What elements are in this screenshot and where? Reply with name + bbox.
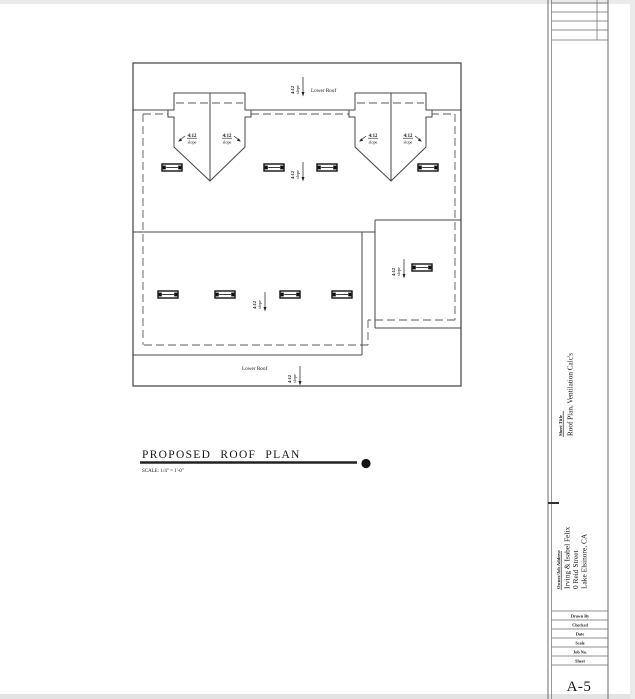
drawing-title: PROPOSED ROOF PLAN bbox=[142, 449, 301, 461]
info-row-label-drawn-by: Drawn By bbox=[570, 613, 590, 619]
roof-vent bbox=[412, 264, 432, 271]
slope-arrow bbox=[264, 307, 267, 312]
slope-ratio: 4:12 bbox=[222, 134, 232, 139]
owner-address-line-1: Irving & Isabel Felix bbox=[562, 526, 572, 589]
revision-grid bbox=[552, 0, 609, 40]
owner-address-line-2: 0 Reid Street bbox=[571, 550, 580, 589]
info-row-label-date: Date bbox=[575, 631, 585, 637]
slope-ratio: 4:12 bbox=[187, 134, 197, 139]
slope-arrow bbox=[302, 177, 305, 182]
lower-roof-label-bottom: Lower Roof bbox=[242, 366, 268, 372]
scale-note: SCALE: 1/4" = 1'-0" bbox=[142, 469, 184, 474]
info-row-label-job-no: Job No. bbox=[573, 649, 587, 655]
slope-ratio: 4:12 bbox=[290, 170, 295, 179]
sheet-title-label: Sheet Title bbox=[558, 415, 563, 436]
title-block-strip bbox=[548, 0, 608, 699]
slope-ratio: 4:12 bbox=[403, 134, 413, 139]
slope-word: slope bbox=[187, 139, 197, 145]
slope-arrow bbox=[302, 92, 305, 97]
sheet-number: A-5 bbox=[566, 679, 592, 695]
slope-ratio: 4:12 bbox=[391, 267, 396, 276]
roof-vent bbox=[215, 291, 235, 298]
slope-word: slope bbox=[368, 139, 378, 145]
slope-ratio: 4:12 bbox=[368, 134, 378, 139]
slope-arrow bbox=[403, 274, 406, 279]
info-row-label-sheet: Sheet bbox=[575, 658, 585, 664]
slope-word: slope bbox=[403, 139, 413, 145]
slope-annotation bbox=[290, 162, 305, 182]
roof-vent bbox=[264, 164, 284, 171]
slope-annotation bbox=[287, 366, 302, 386]
roof-vent bbox=[332, 291, 352, 298]
slope-word: slope bbox=[292, 374, 297, 383]
slope-ratio: 4:12 bbox=[252, 300, 257, 309]
slope-ratio: 4:12 bbox=[290, 85, 295, 94]
roof-vent bbox=[158, 291, 178, 298]
slope-word: slope bbox=[295, 85, 300, 94]
slope-arrow bbox=[299, 381, 302, 386]
slope-word: slope bbox=[396, 267, 401, 276]
info-row-label-scale: Scale bbox=[575, 640, 585, 646]
roof-vent bbox=[418, 164, 438, 171]
title-end-dot bbox=[361, 459, 370, 468]
sheet-title-value: Roof Plan, Ventilation Calc's bbox=[566, 352, 575, 436]
slope-annotation bbox=[391, 259, 406, 279]
roof-vent bbox=[162, 164, 182, 171]
info-row-label-checked: Checked bbox=[572, 622, 588, 628]
owner-address-line-3: Lake Elsinore, CA bbox=[579, 533, 589, 589]
info-rows-grid bbox=[552, 611, 609, 665]
roof-vent bbox=[317, 164, 337, 171]
slope-word: slope bbox=[222, 139, 232, 145]
lower-roof-label-top: Lower Roof bbox=[311, 88, 337, 94]
slope-annotation bbox=[252, 292, 267, 312]
slope-ratio: 4:12 bbox=[287, 374, 292, 383]
right-roof-section bbox=[375, 220, 461, 328]
owner-label: Owner/Job Address bbox=[556, 550, 561, 589]
slope-word: slope bbox=[295, 170, 300, 179]
roof-vent bbox=[280, 291, 300, 298]
slope-annotation bbox=[290, 77, 305, 97]
slope-word: slope bbox=[257, 300, 262, 309]
